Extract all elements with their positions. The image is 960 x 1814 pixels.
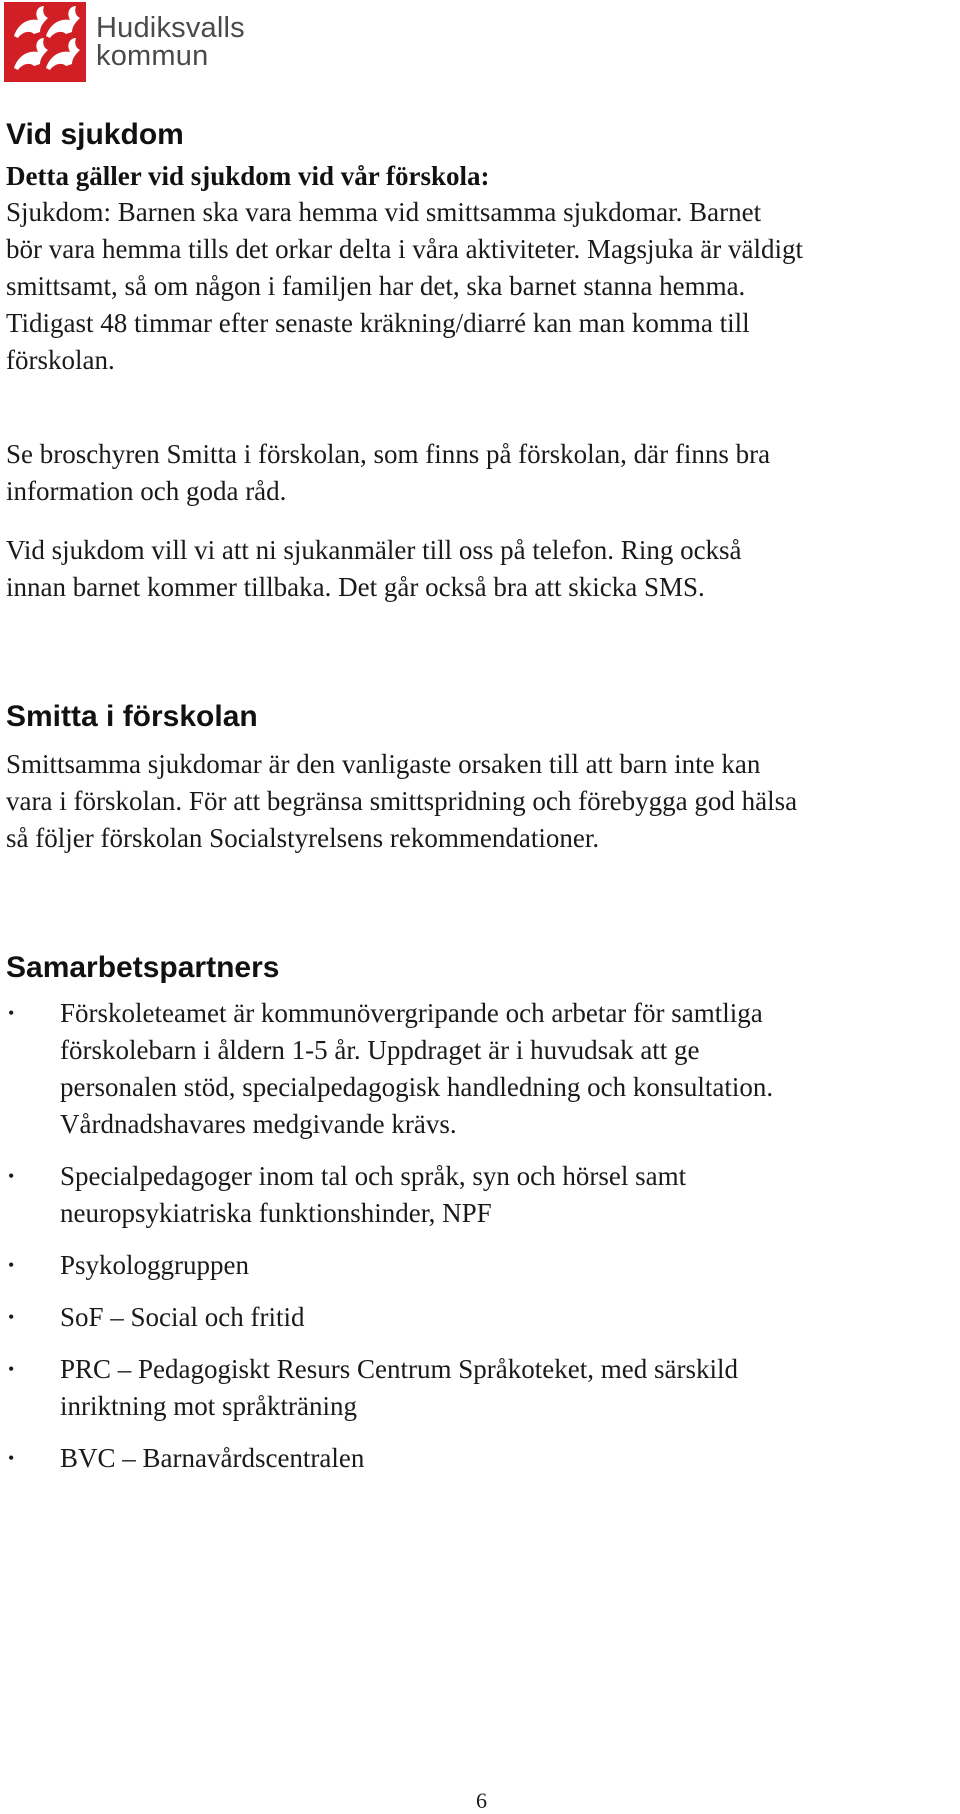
text-line: så följer förskolan Socialstyrelsens rekommendationer. [6,823,600,853]
paragraph-sjukdom-3 [6,532,936,606]
partners-list [6,995,936,1492]
text-line: Psykologgruppen [60,1250,249,1280]
bullet-icon: • [8,1166,15,1186]
paragraph-sjukdom-1 [6,194,936,379]
text-line: PRC – Pedagogiskt Resurs Centrum Språkoteket, med särskild [60,1354,738,1384]
text-line: förskolan. [6,345,115,375]
paragraph-smitta [6,746,936,857]
text-line: Specialpedagoger inom tal och språk, syn och hörsel samt [60,1161,687,1191]
text-line: Se broschyren Smitta i förskolan, som finns på förskolan, där finns bra [6,439,771,469]
text-line: förskolebarn i åldern 1-5 år. Uppdraget är i huvudsak att ge [60,1035,700,1065]
text-line: Tidigast 48 timmar efter senaste kräkning/diarré kan man komma till [6,308,750,338]
bullet-icon: • [8,1003,15,1023]
text-line: inriktning mot språkträning [60,1391,357,1421]
text-line: Sjukdom: Barnen ska vara hemma vid smittsamma sjukdomar. Barnet [6,197,762,227]
list-item [6,1158,936,1232]
text-line: neuropsykiatriska funktionshinder, NPF [60,1198,492,1228]
page-number: 6 [476,1788,487,1813]
municipality-logo [4,2,245,82]
list-item [6,1440,936,1477]
goat-emblem-icon [4,2,86,82]
logo-line-1: Hudiksvalls [96,12,245,44]
bullet-icon: • [8,1359,15,1379]
text-line: Vid sjukdom vill vi att ni sjukanmäler till oss på telefon. Ring också [6,535,742,565]
text-line: bör vara hemma tills det orkar delta i våra aktiviteter. Magsjuka är väldigt [6,234,803,264]
bullet-icon: • [8,1255,15,1275]
section-title-partners: Samarbetspartners [6,951,280,984]
text-line: BVC – Barnavårdscentralen [60,1443,365,1473]
list-item [6,1299,936,1336]
text-line: smittsamt, så om någon i familjen har det, ska barnet stanna hemma. [6,271,746,301]
text-line: Förskoleteamet är kommunövergripande och arbetar för samtliga [60,998,763,1028]
logo-line-2: kommun [96,40,209,72]
list-item [6,995,936,1143]
text-line: Vårdnadshavares medgivande krävs. [60,1109,457,1139]
text-line: SoF – Social och fritid [60,1302,305,1332]
text-line: personalen stöd, specialpedagogisk handledning och konsultation. [60,1072,774,1102]
bullet-icon: • [8,1448,15,1468]
text-line: Smittsamma sjukdomar är den vanligaste orsaken till att barn inte kan [6,749,761,779]
text-line: innan barnet kommer tillbaka. Det går också bra att skicka SMS. [6,572,705,602]
section-subtitle-sjukdom: Detta gäller vid sjukdom vid vår förskola: [6,161,490,191]
text-line: information och goda råd. [6,476,287,506]
logo-wordmark [96,14,245,70]
section-title-sjukdom: Vid sjukdom [6,118,184,151]
paragraph-sjukdom-2 [6,436,936,510]
section-title-smitta: Smitta i förskolan [6,700,258,733]
list-item [6,1351,936,1425]
bullet-icon: • [8,1307,15,1327]
text-line: vara i förskolan. För att begränsa smittspridning och förebygga god hälsa [6,786,798,816]
list-item [6,1247,936,1284]
